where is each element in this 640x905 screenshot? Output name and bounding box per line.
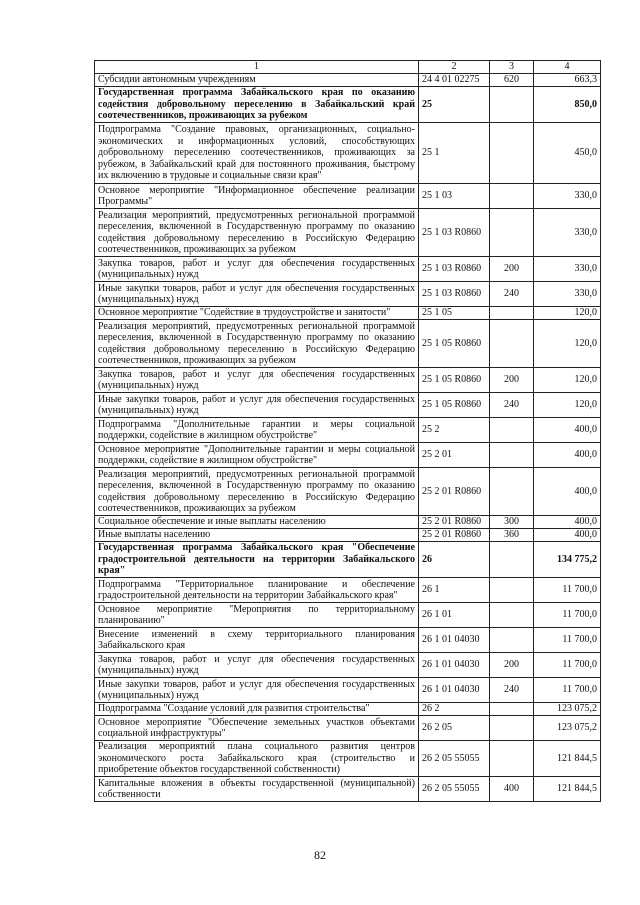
row-code: 25 1 03 R0860 bbox=[419, 257, 490, 282]
row-code: 26 2 bbox=[419, 703, 490, 716]
table-row bbox=[95, 603, 601, 628]
row-amount: 400,0 bbox=[534, 443, 601, 468]
row-name: Подпрограмма "Территориальное планирование и обеспечение градостроительной деятельности на территории Забайкальского края" bbox=[95, 578, 419, 603]
row-expense-type: 360 bbox=[490, 529, 534, 542]
row-code: 26 1 01 04030 bbox=[419, 653, 490, 678]
row-name: Основное мероприятие "Мероприятия по территориальному планированию" bbox=[95, 603, 419, 628]
table-row bbox=[95, 716, 601, 741]
row-expense-type: 200 bbox=[490, 257, 534, 282]
table-row bbox=[95, 393, 601, 418]
row-expense-type bbox=[490, 741, 534, 777]
row-code: 25 1 03 bbox=[419, 184, 490, 209]
row-expense-type: 620 bbox=[490, 74, 534, 87]
row-name: Социальное обеспечение и иные выплаты населению bbox=[95, 516, 419, 529]
row-name: Реализация мероприятий, предусмотренных региональной программой переселения, включенной в Государственную программу по оказанию содействия добровольному переселению в Российскую Федерацию соотечественников, проживающих за рубежом bbox=[95, 468, 419, 516]
row-code: 25 bbox=[419, 87, 490, 123]
table-row bbox=[95, 516, 601, 529]
row-amount: 120,0 bbox=[534, 368, 601, 393]
row-name: Подпрограмма "Создание правовых, организационных, социально-экономических и информационных условий, способствующих добровольному переселению соотечественников, проживающих за рубежом, в Забайкальский край для постоянного проживания, быстрому их включению в трудовые и социальные связи края" bbox=[95, 123, 419, 184]
table-row bbox=[95, 184, 601, 209]
row-name: Капитальные вложения в объекты государственной (муниципальной) собственности bbox=[95, 777, 419, 802]
row-code: 25 1 05 bbox=[419, 307, 490, 320]
row-name: Закупка товаров, работ и услуг для обеспечения государственных (муниципальных) нужд bbox=[95, 653, 419, 678]
table-row bbox=[95, 418, 601, 443]
row-code: 25 1 bbox=[419, 123, 490, 184]
row-expense-type: 240 bbox=[490, 678, 534, 703]
header-col-3: 3 bbox=[490, 61, 534, 74]
row-expense-type bbox=[490, 184, 534, 209]
row-code: 25 2 bbox=[419, 418, 490, 443]
table-row bbox=[95, 368, 601, 393]
row-code: 25 1 05 R0860 bbox=[419, 368, 490, 393]
row-amount: 330,0 bbox=[534, 184, 601, 209]
row-name: Иные закупки товаров, работ и услуг для обеспечения государственных (муниципальных) нужд bbox=[95, 678, 419, 703]
row-expense-type bbox=[490, 716, 534, 741]
row-name: Основное мероприятие "Дополнительные гарантии и меры социальной поддержки, содействие в жилищном обустройстве" bbox=[95, 443, 419, 468]
row-expense-type: 240 bbox=[490, 393, 534, 418]
table-row bbox=[95, 578, 601, 603]
row-amount: 120,0 bbox=[534, 393, 601, 418]
header-col-2: 2 bbox=[419, 61, 490, 74]
row-code: 26 1 01 bbox=[419, 603, 490, 628]
row-code: 25 2 01 R0860 bbox=[419, 529, 490, 542]
table-row bbox=[95, 257, 601, 282]
row-amount: 120,0 bbox=[534, 320, 601, 368]
row-code: 26 1 01 04030 bbox=[419, 628, 490, 653]
budget-table bbox=[94, 60, 601, 802]
row-name: Реализация мероприятий, предусмотренных региональной программой переселения, включенной в Государственную программу по оказанию содействия добровольному переселению в Российскую Федерацию соотечественников, проживающих за рубежом bbox=[95, 320, 419, 368]
row-name: Подпрограмма "Создание условий для развития строительства" bbox=[95, 703, 419, 716]
table-row bbox=[95, 628, 601, 653]
table-row bbox=[95, 653, 601, 678]
row-expense-type bbox=[490, 603, 534, 628]
row-amount: 850,0 bbox=[534, 87, 601, 123]
row-code: 25 1 03 R0860 bbox=[419, 209, 490, 257]
row-amount: 450,0 bbox=[534, 123, 601, 184]
row-code: 26 2 05 55055 bbox=[419, 777, 490, 802]
row-name: Иные закупки товаров, работ и услуг для обеспечения государственных (муниципальных) нужд bbox=[95, 393, 419, 418]
table-row bbox=[95, 542, 601, 578]
row-expense-type bbox=[490, 123, 534, 184]
row-name: Закупка товаров, работ и услуг для обеспечения государственных (муниципальных) нужд bbox=[95, 368, 419, 393]
row-code: 25 2 01 R0860 bbox=[419, 516, 490, 529]
table-row bbox=[95, 741, 601, 777]
row-code: 26 2 05 bbox=[419, 716, 490, 741]
header-col-4: 4 bbox=[534, 61, 601, 74]
table-row bbox=[95, 307, 601, 320]
row-amount: 121 844,5 bbox=[534, 777, 601, 802]
table-row bbox=[95, 468, 601, 516]
row-expense-type bbox=[490, 418, 534, 443]
row-code: 25 1 03 R0860 bbox=[419, 282, 490, 307]
row-name: Государственная программа Забайкальского края по оказанию содействия добровольному переселению в Забайкальский край соотечественников, проживающих за рубежом bbox=[95, 87, 419, 123]
table-row bbox=[95, 74, 601, 87]
row-name: Государственная программа Забайкальского края "Обеспечение градостроительной деятельности на территории Забайкальского края" bbox=[95, 542, 419, 578]
page-number: 82 bbox=[314, 848, 326, 862]
row-expense-type bbox=[490, 578, 534, 603]
row-expense-type bbox=[490, 443, 534, 468]
row-expense-type bbox=[490, 209, 534, 257]
row-amount: 330,0 bbox=[534, 282, 601, 307]
table-row bbox=[95, 123, 601, 184]
row-amount: 123 075,2 bbox=[534, 716, 601, 741]
row-expense-type: 300 bbox=[490, 516, 534, 529]
table-row bbox=[95, 777, 601, 802]
header-col-1: 1 bbox=[95, 61, 419, 74]
row-code: 26 bbox=[419, 542, 490, 578]
row-expense-type bbox=[490, 307, 534, 320]
row-amount: 11 700,0 bbox=[534, 603, 601, 628]
row-amount: 330,0 bbox=[534, 257, 601, 282]
row-name: Основное мероприятие "Содействие в трудоустройстве и занятости" bbox=[95, 307, 419, 320]
table-row bbox=[95, 443, 601, 468]
row-amount: 400,0 bbox=[534, 516, 601, 529]
row-amount: 11 700,0 bbox=[534, 628, 601, 653]
row-name: Реализация мероприятий плана социального развития центров экономического роста Забайкальского края (строительство и приобретение объектов государственной собственности) bbox=[95, 741, 419, 777]
row-code: 24 4 01 02275 bbox=[419, 74, 490, 87]
row-amount: 663,3 bbox=[534, 74, 601, 87]
row-expense-type bbox=[490, 628, 534, 653]
row-code: 25 2 01 R0860 bbox=[419, 468, 490, 516]
table-header-row bbox=[95, 61, 601, 74]
row-amount: 121 844,5 bbox=[534, 741, 601, 777]
row-code: 26 1 bbox=[419, 578, 490, 603]
table-row bbox=[95, 529, 601, 542]
row-expense-type: 200 bbox=[490, 368, 534, 393]
row-expense-type bbox=[490, 542, 534, 578]
row-code: 25 1 05 R0860 bbox=[419, 393, 490, 418]
row-name: Реализация мероприятий, предусмотренных региональной программой переселения, включенной в Государственную программу по оказанию содействия добровольному переселению в Российскую Федерацию соотечественников, проживающих за рубежом bbox=[95, 209, 419, 257]
row-amount: 11 700,0 bbox=[534, 653, 601, 678]
table-row bbox=[95, 282, 601, 307]
row-amount: 11 700,0 bbox=[534, 578, 601, 603]
row-amount: 134 775,2 bbox=[534, 542, 601, 578]
row-expense-type: 400 bbox=[490, 777, 534, 802]
row-name: Внесение изменений в схему территориального планирования Забайкальского края bbox=[95, 628, 419, 653]
row-name: Основное мероприятие "Информационное обеспечение реализации Программы" bbox=[95, 184, 419, 209]
row-amount: 400,0 bbox=[534, 529, 601, 542]
budget-table-body bbox=[95, 61, 601, 802]
row-amount: 400,0 bbox=[534, 468, 601, 516]
table-row bbox=[95, 703, 601, 716]
row-name: Субсидии автономным учреждениям bbox=[95, 74, 419, 87]
row-expense-type: 200 bbox=[490, 653, 534, 678]
row-amount: 11 700,0 bbox=[534, 678, 601, 703]
row-name: Основное мероприятие "Обеспечение земельных участков объектами социальной инфраструктуры" bbox=[95, 716, 419, 741]
table-row bbox=[95, 209, 601, 257]
row-expense-type bbox=[490, 468, 534, 516]
row-name: Закупка товаров, работ и услуг для обеспечения государственных (муниципальных) нужд bbox=[95, 257, 419, 282]
row-code: 26 2 05 55055 bbox=[419, 741, 490, 777]
row-amount: 120,0 bbox=[534, 307, 601, 320]
row-name: Иные закупки товаров, работ и услуг для обеспечения государственных (муниципальных) нужд bbox=[95, 282, 419, 307]
table-row bbox=[95, 87, 601, 123]
table-row bbox=[95, 678, 601, 703]
row-expense-type bbox=[490, 87, 534, 123]
table-row bbox=[95, 320, 601, 368]
row-amount: 123 075,2 bbox=[534, 703, 601, 716]
row-expense-type bbox=[490, 320, 534, 368]
row-name: Иные выплаты населению bbox=[95, 529, 419, 542]
row-name: Подпрограмма "Дополнительные гарантии и меры социальной поддержки, содействие в жилищном обустройстве" bbox=[95, 418, 419, 443]
row-code: 25 1 05 R0860 bbox=[419, 320, 490, 368]
row-expense-type bbox=[490, 703, 534, 716]
row-amount: 400,0 bbox=[534, 418, 601, 443]
row-expense-type: 240 bbox=[490, 282, 534, 307]
row-amount: 330,0 bbox=[534, 209, 601, 257]
row-code: 25 2 01 bbox=[419, 443, 490, 468]
row-code: 26 1 01 04030 bbox=[419, 678, 490, 703]
